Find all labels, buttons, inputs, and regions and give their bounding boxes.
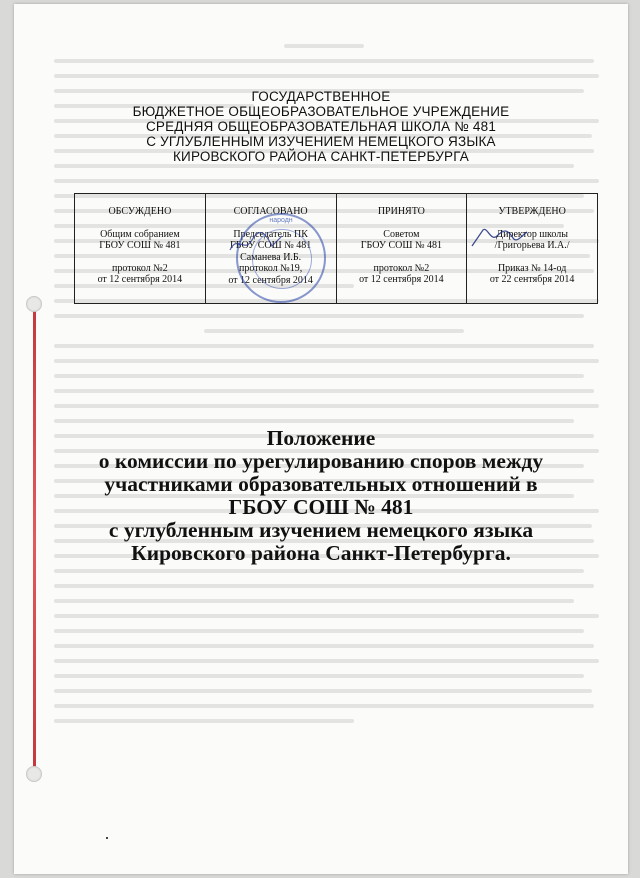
title-line: участниками образовательных отношений в bbox=[104, 472, 538, 496]
cell-text: ГБОУ СОШ № 481 bbox=[230, 240, 312, 251]
cell-date: от 12 сентября 2014 bbox=[359, 274, 444, 285]
cell-order: Приказ № 14-од bbox=[497, 262, 567, 274]
binding-hole bbox=[26, 766, 42, 782]
cell-text: Председатель ПК bbox=[233, 228, 308, 240]
cell-date: от 12 сентября 2014 bbox=[228, 274, 313, 286]
title-line: ГБОУ СОШ № 481 bbox=[228, 495, 414, 519]
header-line: ГОСУДАРСТВЕННОЕ bbox=[251, 89, 391, 104]
approval-cell-approved bbox=[467, 194, 597, 303]
approval-table bbox=[74, 193, 598, 304]
cell-text: Директор школы bbox=[496, 228, 568, 240]
stamp-text: народн bbox=[269, 217, 293, 224]
seal-stamp bbox=[236, 213, 326, 303]
binding-thread bbox=[33, 304, 36, 774]
document-page bbox=[14, 4, 628, 874]
director-signature-mark bbox=[469, 224, 529, 250]
title-line: с углубленным изучением немецкого языка bbox=[108, 518, 534, 542]
cell-protocol: протокол №19, bbox=[239, 263, 303, 274]
header-line: С УГЛУБЛЕННЫМ ИЗУЧЕНИЕМ НЕМЕЦКОГО ЯЗЫКА bbox=[146, 134, 496, 149]
cell-text: ГБОУ СОШ № 481 bbox=[99, 240, 181, 251]
cell-text: Советом bbox=[383, 228, 420, 240]
cell-protocol: протокол №2 bbox=[373, 262, 430, 274]
approval-cell-discussed bbox=[75, 194, 206, 303]
school-header bbox=[14, 89, 628, 164]
approval-cell-accepted bbox=[337, 194, 468, 303]
cell-title: УТВЕРЖДЕНО bbox=[498, 206, 566, 217]
title-line: Кировского района Санкт-Петербурга. bbox=[131, 541, 511, 565]
cell-text: /Григорьева И.А./ bbox=[494, 240, 570, 251]
document-title bbox=[14, 427, 628, 565]
cell-text: Саманева И.Б. bbox=[240, 251, 302, 263]
cell-title: СОГЛАСОВАНО bbox=[233, 206, 308, 217]
header-line: БЮДЖЕТНОЕ ОБЩЕОБРАЗОВАТЕЛЬНОЕ УЧРЕЖДЕНИЕ bbox=[132, 104, 510, 119]
cell-title: ПРИНЯТО bbox=[377, 206, 425, 217]
cell-text: ГБОУ СОШ № 481 bbox=[360, 240, 442, 251]
cell-title: ОБСУЖДЕНО bbox=[108, 206, 172, 217]
ink-dot bbox=[106, 837, 108, 839]
cell-text: Общим собранием bbox=[100, 228, 180, 240]
title-line: Положение bbox=[266, 426, 376, 450]
header-line: СРЕДНЯЯ ОБЩЕОБРАЗОВАТЕЛЬНАЯ ШКОЛА № 481 bbox=[145, 119, 497, 134]
title-line: о комиссии по урегулированию споров между bbox=[98, 449, 544, 473]
cell-protocol: протокол №2 bbox=[112, 262, 168, 274]
header-line: КИРОВСКОГО РАЙОНА САНКТ-ПЕТЕРБУРГА bbox=[172, 149, 470, 164]
cell-date: от 22 сентября 2014 bbox=[489, 274, 575, 285]
cell-date: от 12 сентября 2014 bbox=[97, 274, 183, 285]
binding-hole bbox=[26, 296, 42, 312]
